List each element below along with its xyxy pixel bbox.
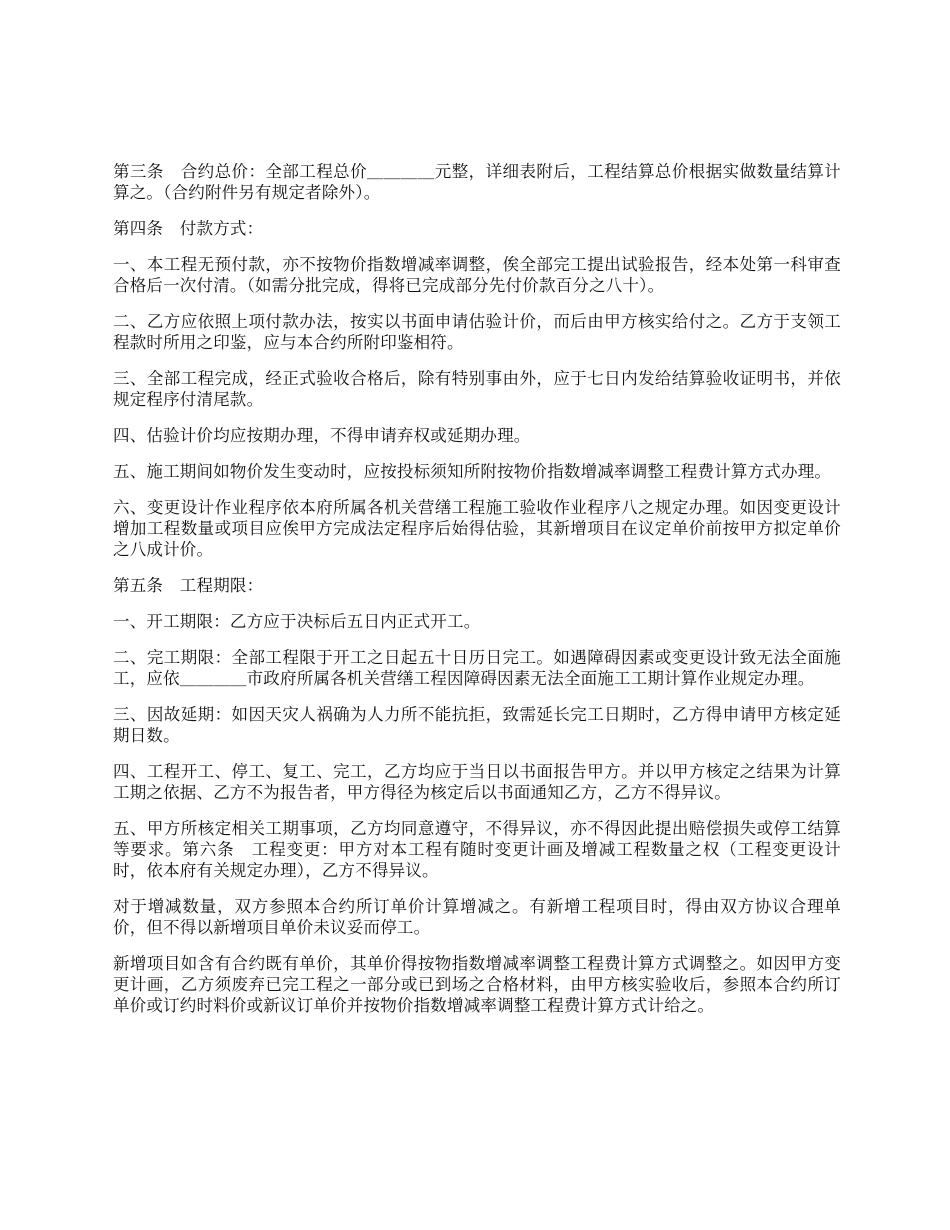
article-4-item-5: 五、施工期间如物价发生变动时，应按投标须知所附按物价指数增减率调整工程费计算方式办理。 <box>113 462 832 481</box>
article-6-paragraph-2: 新增项目如含有合约既有单价，其单价得按物指数增减率调整工程费计算方式调整之。如因甲方变更计画，乙方须废弃已完工程之一部分或已到场之合格材料，由甲方核实验收后，参照本合约所订单价或订约时料价或新议订单价并按物价指数增减率调整工程费计算方式计给之。 <box>113 954 841 1015</box>
article-4-item-3: 三、全部工程完成，经正式验收合格后，除有特别事由外，应于七日内发给结算验收证明书，并依规定程序付清尾款。 <box>113 369 841 409</box>
article-4-item-1: 一、本工程无预付款，亦不按物价指数增减率调整，俟全部完工提出试验报告，经本处第一科审查合格后一次付清。（如需分批完成，得将已完成部分先付价款百分之八十）。 <box>113 255 841 295</box>
article-6-paragraph-1: 对于增减数量，双方参照本合约所订单价计算增减之。有新增工程项目时，得由双方协议合理单价，但不得以新增项目单价未议妥而停工。 <box>113 897 841 937</box>
article-5-item-4: 四、工程开工、停工、复工、完工，乙方均应于当日以书面报告甲方。并以甲方核定之结果为计算工期之依据、乙方不为报告者，甲方得径为核定后以书面通知乙方，乙方不得异议。 <box>113 762 841 802</box>
article-5-heading: 第五条 工程期限： <box>113 576 264 595</box>
article-5-item-3: 三、因故延期：如因天灾人祸确为人力所不能抗拒，致需延长完工日期时，乙方得申请甲方核定延期日数。 <box>113 705 841 745</box>
article-4-heading: 第四条 付款方式： <box>113 219 264 238</box>
article-4-item-4: 四、估验计价均应按期办理，不得申请弃权或延期办理。 <box>113 426 531 445</box>
article-4-item-6: 六、变更设计作业程序依本府所属各机关营缮工程施工验收作业程序八之规定办理。如因变更设计增加工程数量或项目应俟甲方完成法定程序后始得估验，其新增项目在议定单价前按甲方拟定单价之八成计价。 <box>113 498 841 559</box>
article-5-item-5: 五、甲方所核定相关工期事项，乙方均同意遵守，不得异议，亦不得因此提出赔偿损失或停工结算等要求。第六条 工程变更：甲方对本工程有随时变更计画及增减工程数量之权（工程变更设计时，依本府有关规定办理），乙方不得异议。 <box>113 819 841 880</box>
article-5-item-1: 一、开工期限：乙方应于决标后五日内正式开工。 <box>113 612 481 631</box>
article-4-item-2: 二、乙方应依照上项付款办法，按实以书面申请估验计价，而后由甲方核实给付之。乙方于支领工程款时所用之印鉴，应与本合约所附印鉴相符。 <box>113 312 841 352</box>
article-5-item-2: 二、完工期限：全部工程限于开工之日起五十日历日完工。如遇障碍因素或变更设计致无法全面施工，应依＿＿＿＿市政府所属各机关营缮工程因障碍因素无法全面施工工期计算作业规定办理。 <box>113 648 841 688</box>
article-3-total-price: 第三条 合约总价：全部工程总价＿＿＿＿元整，详细表附后，工程结算总价根据实做数量结算计算之。（合约附件另有规定者除外）。 <box>113 162 841 202</box>
contract-body <box>113 161 841 1031</box>
